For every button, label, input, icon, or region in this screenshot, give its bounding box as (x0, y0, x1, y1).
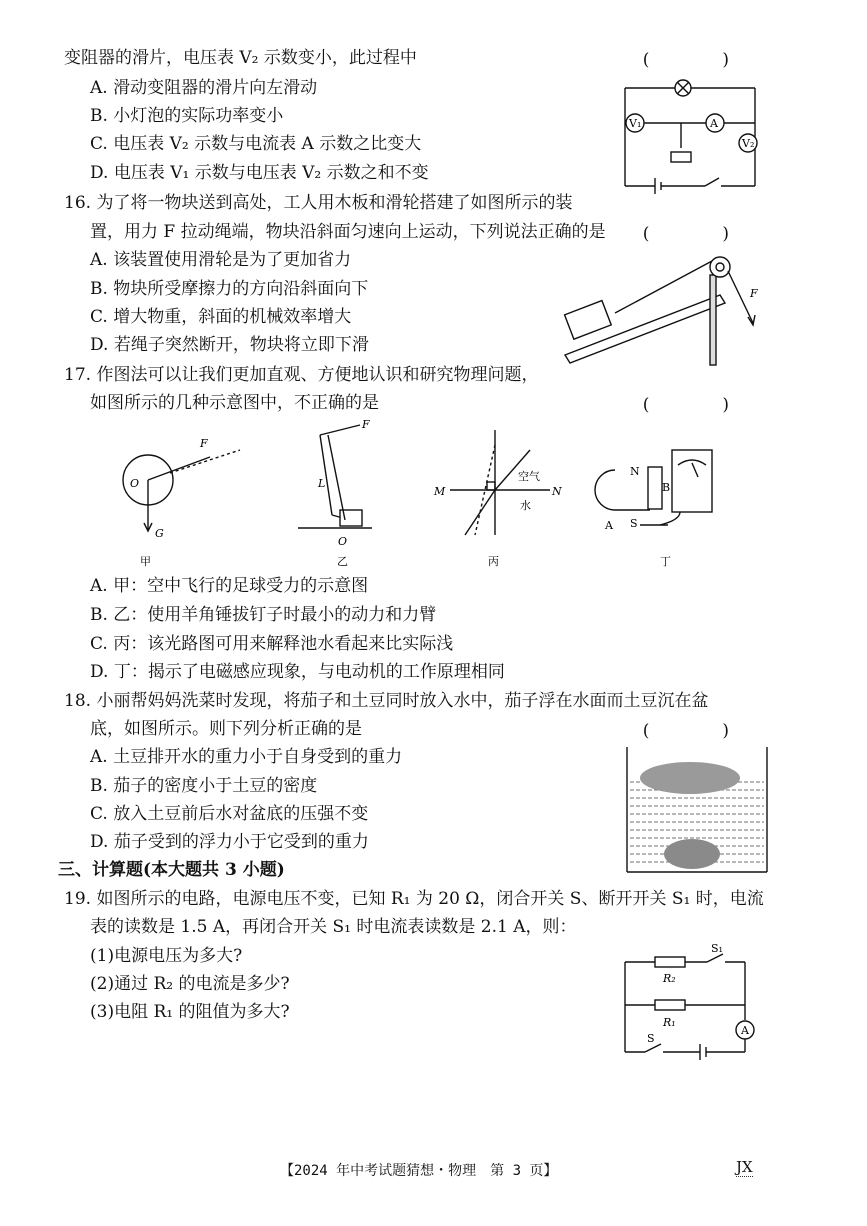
q17-answer-paren: ( ) (642, 395, 757, 415)
q17-bing-label-air: 空气 (518, 470, 540, 483)
q17-yi-label-o: O (338, 535, 348, 548)
q19-fig-label-r2: R₂ (663, 972, 676, 985)
q16-answer-paren: ( ) (642, 224, 757, 244)
q17-jia-label-o: O (130, 477, 140, 490)
q17-jia-label-f: F (200, 437, 208, 450)
q16-stem-1: 16. 为了将一物块送到高处，工人用木板和滑轮搭建了如图所示的装 (64, 193, 573, 213)
page-footer: 【2024 年中考试题猜想・物理 第 3 页】 (280, 1163, 558, 1179)
q19-fig-label-s: S (647, 1032, 655, 1045)
q18-answer-paren: ( ) (642, 721, 757, 741)
q19-circuit-figure (615, 940, 765, 1060)
q18-option-a: A. 土豆排开水的重力小于自身受到的重力 (90, 747, 403, 767)
q18-stem-1: 18. 小丽帮妈妈洗菜时发现，将茄子和土豆同时放入水中，茄子浮在水面而土豆沉在盆 (64, 691, 709, 711)
q17-ding-label-a: A (605, 519, 613, 532)
q15-circuit-figure (615, 78, 765, 193)
q18-option-d: D. 茄子受到的浮力小于它受到的重力 (90, 832, 369, 852)
q18-stem-2: 底，如图所示。则下列分析正确的是 (90, 719, 362, 739)
q18-basin-figure (622, 742, 772, 877)
q17-option-b: B. 乙：使用羊角锤拔钉子时最小的动力和力臂 (90, 605, 437, 625)
q16-option-b: B. 物块所受摩擦力的方向沿斜面向下 (90, 279, 369, 299)
q19-fig-label-a: A (741, 1024, 749, 1037)
q16-stem-2: 置，用力 F 拉动绳端，物块沿斜面匀速向上运动，下列说法正确的是 (90, 222, 606, 242)
q17-yi-label-l: L (318, 477, 326, 490)
q17-bing-label-m: M (434, 485, 446, 498)
q15-answer-paren: ( ) (642, 50, 757, 70)
q18-option-c: C. 放入土豆前后水对盆底的压强不变 (90, 804, 369, 824)
q17-caption-yi: 乙 (337, 555, 348, 568)
q17-ding-label-n: N (630, 465, 640, 478)
potato-shape (664, 839, 720, 869)
q15-fig-label-v1: V₁ (629, 117, 642, 130)
q16-option-d: D. 若绳子突然断开，物块将立即下滑 (90, 335, 369, 355)
q15-option-d: D. 电压表 V₁ 示数与电压表 V₂ 示数之和不变 (90, 163, 429, 183)
q17-option-d: D. 丁：揭示了电磁感应现象，与电动机的工作原理相同 (90, 662, 505, 682)
q19-fig-label-s1: S₁ (711, 942, 723, 955)
q17-option-c: C. 丙：该光路图可用来解释池水看起来比实际浅 (90, 634, 454, 654)
q19-stem-2: 表的读数是 1.5 A，再闭合开关 S₁ 时电流表读数是 2.1 A，则： (90, 917, 577, 937)
q17-jia-label-g: G (155, 527, 164, 540)
q19-fig-label-r1: R₁ (663, 1016, 676, 1029)
q17-stem-2: 如图所示的几种示意图中，不正确的是 (90, 393, 379, 413)
q15-option-b: B. 小灯泡的实际功率变小 (90, 106, 284, 126)
q17-option-a: A. 甲：空中飞行的足球受力的示意图 (90, 576, 369, 596)
section3-title: 三、计算题(本大题共 3 小题) (58, 860, 285, 880)
q15-stem: 变阻器的滑片，电压表 V₂ 示数变小，此过程中 (64, 48, 417, 68)
q15-option-a: A. 滑动变阻器的滑片向左滑动 (90, 78, 318, 98)
q17-stem-1: 17. 作图法可以让我们更加直观、方便地认识和研究物理问题， (64, 365, 539, 385)
q16-option-c: C. 增大物重，斜面的机械效率增大 (90, 307, 352, 327)
q17-bing-label-n: N (552, 485, 562, 498)
q16-fig-label-f: F (750, 287, 758, 300)
q17-ding-label-s: S (630, 517, 638, 530)
q17-caption-bing: 丙 (488, 555, 499, 568)
q15-option-c: C. 电压表 V₂ 示数与电流表 A 示数之比变大 (90, 134, 422, 154)
q17-bing-label-water: 水 (520, 499, 531, 512)
q16-incline-pulley-figure (560, 245, 770, 370)
edition-mark: JX (736, 1158, 753, 1176)
q17-yi-label-f: F (362, 418, 370, 431)
q19-item-3: (3)电阻 R₁ 的阻值为多大? (90, 1002, 290, 1022)
q17-ding-label-b: B (662, 481, 671, 494)
q17-caption-ding: 丁 (660, 555, 671, 568)
q15-fig-label-a: A (710, 117, 718, 130)
q16-option-a: A. 该装置使用滑轮是为了更加省力 (90, 250, 352, 270)
q19-item-1: (1)电源电压为多大? (90, 946, 243, 966)
q17-diagrams (100, 418, 780, 580)
q18-option-b: B. 茄子的密度小于土豆的密度 (90, 776, 318, 796)
q15-fig-label-v2: V₂ (742, 137, 755, 150)
q17-caption-jia: 甲 (140, 555, 151, 568)
eggplant-shape (640, 762, 740, 794)
q19-stem-1: 19. 如图所示的电路，电源电压不变，已知 R₁ 为 20 Ω，闭合开关 S、断开开关 S₁ 时，电流 (64, 889, 764, 909)
q19-item-2: (2)通过 R₂ 的电流是多少? (90, 974, 290, 994)
